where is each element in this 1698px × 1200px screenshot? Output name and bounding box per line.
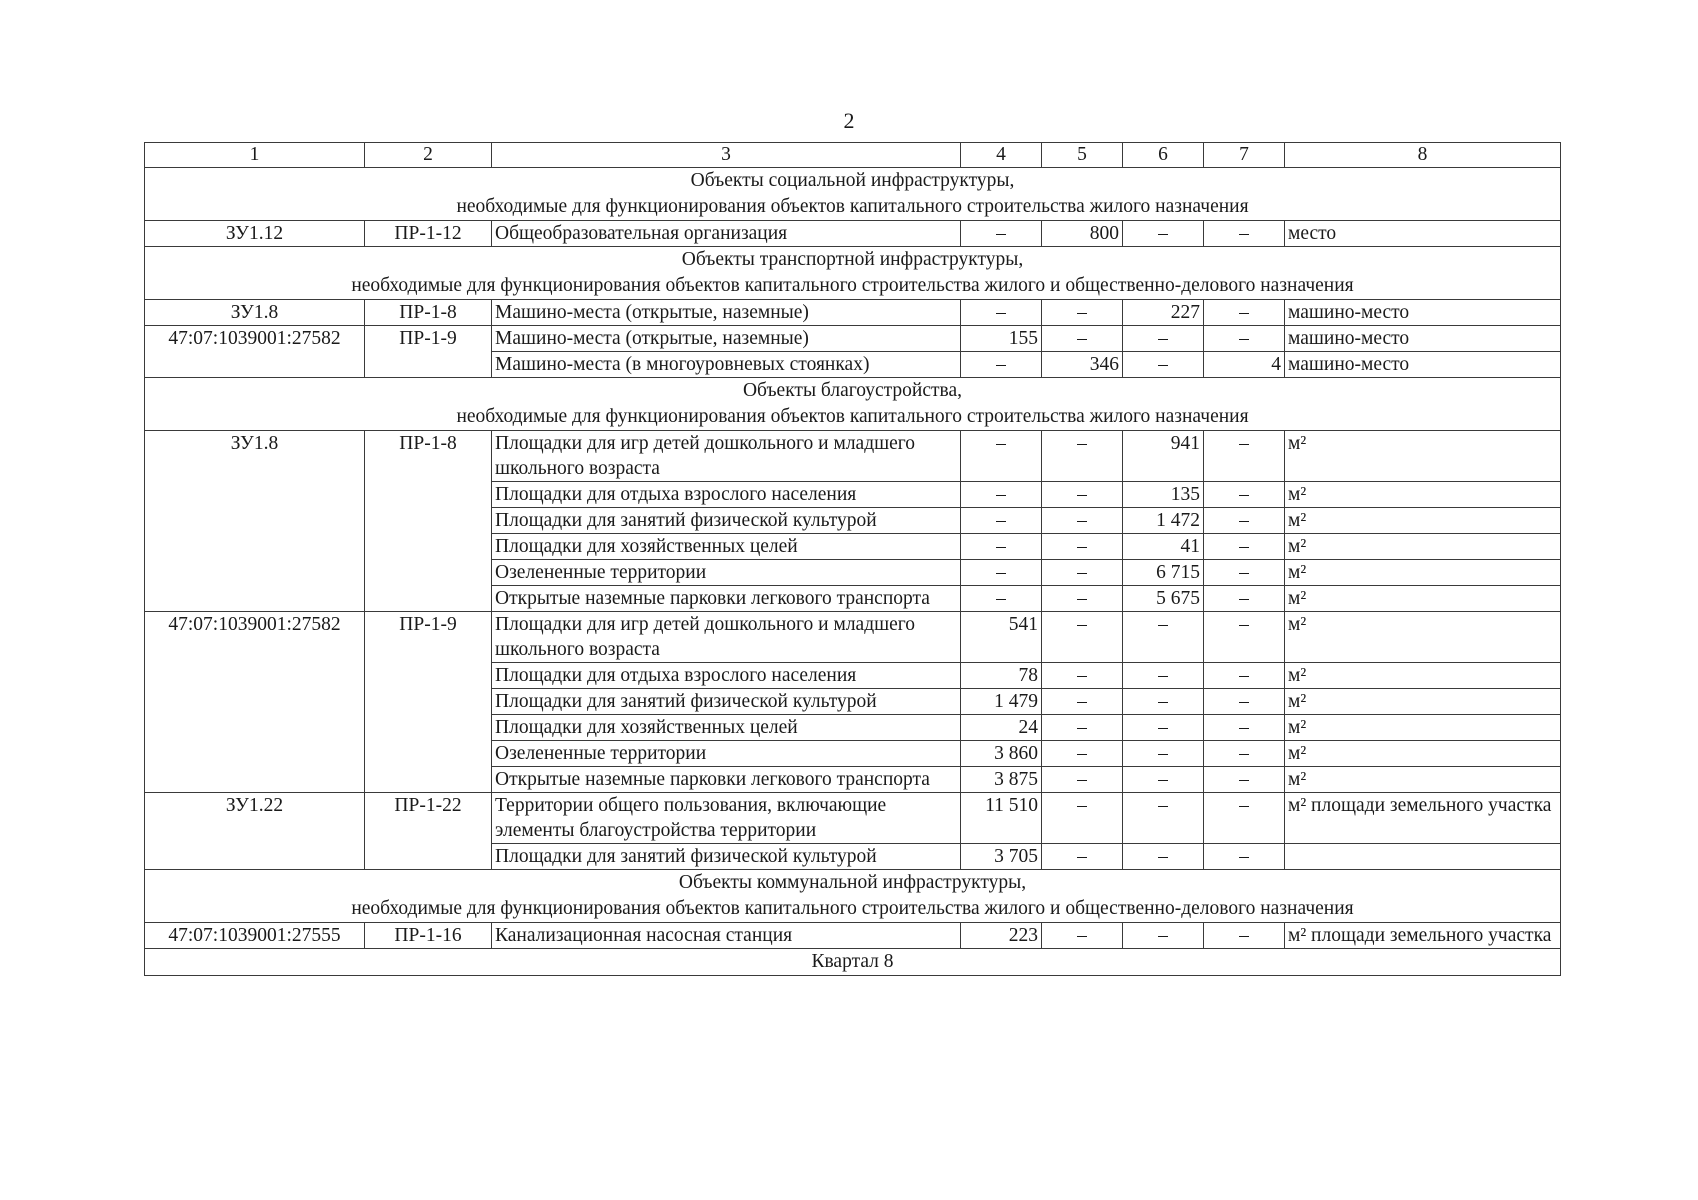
cell-col7: –	[1204, 534, 1285, 560]
cell-col4: –	[961, 508, 1042, 534]
cell-col7: –	[1204, 586, 1285, 612]
table-row	[145, 612, 1561, 663]
cell-unit: машино-место	[1285, 326, 1561, 352]
cell-col5: –	[1042, 663, 1123, 689]
table-row	[145, 221, 1561, 247]
section-heading-row	[145, 168, 1561, 221]
cell-object-name: Открытые наземные парковки легкового транспорта	[492, 586, 961, 612]
cell-col7: –	[1204, 431, 1285, 482]
cell-col7: –	[1204, 844, 1285, 870]
footer-row	[145, 949, 1561, 976]
cell-col6: –	[1123, 844, 1204, 870]
cell-col5: –	[1042, 586, 1123, 612]
cell-col6: –	[1123, 793, 1204, 844]
cell-col7: –	[1204, 300, 1285, 326]
cell-col5: –	[1042, 689, 1123, 715]
cell-unit: м²	[1285, 508, 1561, 534]
cell-object-code: ПР-1-22	[365, 793, 492, 870]
cell-col4: 24	[961, 715, 1042, 741]
cell-unit	[1285, 844, 1561, 870]
cell-col6: –	[1123, 923, 1204, 949]
section-heading-row	[145, 870, 1561, 923]
cell-col6: –	[1123, 689, 1204, 715]
column-header: 1	[145, 143, 365, 168]
cell-col5: –	[1042, 715, 1123, 741]
cell-plot-id: 47:07:1039001:27582	[145, 326, 365, 378]
column-header: 8	[1285, 143, 1561, 168]
cell-col7: –	[1204, 508, 1285, 534]
cell-object-name: Площадки для отдыха взрослого населения	[492, 663, 961, 689]
cell-col5: –	[1042, 844, 1123, 870]
cell-col5: –	[1042, 534, 1123, 560]
cell-col5: –	[1042, 612, 1123, 663]
cell-col6: –	[1123, 715, 1204, 741]
cell-col6: 41	[1123, 534, 1204, 560]
cell-col7: –	[1204, 793, 1285, 844]
table-row	[145, 923, 1561, 949]
cell-plot-id: ЗУ1.8	[145, 300, 365, 326]
cell-col7: –	[1204, 326, 1285, 352]
cell-col5: –	[1042, 560, 1123, 586]
cell-col6: –	[1123, 352, 1204, 378]
cell-col6: 135	[1123, 482, 1204, 508]
column-header: 3	[492, 143, 961, 168]
section-subtitle: необходимые для функционирования объектов капитального строительства жилого назначения	[456, 196, 1249, 217]
cell-object-code: ПР-1-16	[365, 923, 492, 949]
cell-unit: м² площади земельного участка	[1285, 793, 1561, 844]
section-title: Объекты социальной инфраструктуры,	[690, 170, 1015, 191]
cell-col4: 541	[961, 612, 1042, 663]
cell-col5: –	[1042, 326, 1123, 352]
cell-col4: 11 510	[961, 793, 1042, 844]
cell-col5: –	[1042, 741, 1123, 767]
cell-object-name: Канализационная насосная станция	[492, 923, 961, 949]
cell-object-name: Площадки для занятий физической культурой	[492, 689, 961, 715]
section-heading-row	[145, 378, 1561, 431]
cell-col5: 800	[1042, 221, 1123, 247]
cell-col7: 4	[1204, 352, 1285, 378]
cell-unit: м²	[1285, 741, 1561, 767]
cell-col6: –	[1123, 221, 1204, 247]
cell-plot-id: ЗУ1.22	[145, 793, 365, 870]
section-subtitle: необходимые для функционирования объектов капитального строительства жилого и общественно-делового назначения	[351, 275, 1354, 296]
cell-unit: м²	[1285, 431, 1561, 482]
cell-plot-id: ЗУ1.12	[145, 221, 365, 247]
cell-col6: 5 675	[1123, 586, 1204, 612]
column-header: 2	[365, 143, 492, 168]
cell-col4: –	[961, 431, 1042, 482]
cell-col6: –	[1123, 767, 1204, 793]
cell-col4: 3 860	[961, 741, 1042, 767]
cell-col5: –	[1042, 793, 1123, 844]
cell-plot-id: 47:07:1039001:27582	[145, 612, 365, 793]
cell-col5: –	[1042, 431, 1123, 482]
cell-object-name: Открытые наземные парковки легкового транспорта	[492, 767, 961, 793]
cell-col7: –	[1204, 482, 1285, 508]
cell-object-name: Площадки для игр детей дошкольного и младшего школьного возраста	[492, 612, 961, 663]
cell-object-name: Площадки для хозяйственных целей	[492, 715, 961, 741]
cell-unit: м²	[1285, 560, 1561, 586]
column-header: 7	[1204, 143, 1285, 168]
cell-col4: 1 479	[961, 689, 1042, 715]
table-row	[145, 326, 1561, 352]
cell-object-name: Площадки для хозяйственных целей	[492, 534, 961, 560]
cell-col4: 223	[961, 923, 1042, 949]
cell-col4: 3 705	[961, 844, 1042, 870]
cell-unit: место	[1285, 221, 1561, 247]
cell-unit: машино-место	[1285, 352, 1561, 378]
cell-object-name: Машино-места (в многоуровневых стоянках)	[492, 352, 961, 378]
cell-object-code: ПР-1-9	[365, 612, 492, 793]
cell-object-code: ПР-1-8	[365, 431, 492, 612]
cell-col6: 941	[1123, 431, 1204, 482]
planning-table	[144, 142, 1561, 976]
cell-col4: –	[961, 482, 1042, 508]
cell-unit: м²	[1285, 534, 1561, 560]
cell-col7: –	[1204, 767, 1285, 793]
cell-col6: –	[1123, 663, 1204, 689]
cell-unit: м²	[1285, 612, 1561, 663]
cell-unit: м² площади земельного участка	[1285, 923, 1561, 949]
cell-plot-id: ЗУ1.8	[145, 431, 365, 612]
cell-unit: м²	[1285, 482, 1561, 508]
cell-col5: –	[1042, 767, 1123, 793]
cell-object-name: Площадки для занятий физической культурой	[492, 844, 961, 870]
cell-col4: 155	[961, 326, 1042, 352]
cell-col5: 346	[1042, 352, 1123, 378]
cell-unit: м²	[1285, 767, 1561, 793]
cell-object-name: Машино-места (открытые, наземные)	[492, 300, 961, 326]
cell-plot-id: 47:07:1039001:27555	[145, 923, 365, 949]
cell-object-name: Общеобразовательная организация	[492, 221, 961, 247]
column-header: 4	[961, 143, 1042, 168]
page-number: 2	[843, 108, 855, 133]
section-title: Объекты благоустройства,	[742, 380, 963, 401]
cell-col7: –	[1204, 715, 1285, 741]
section-heading-social	[145, 168, 1561, 221]
cell-col7: –	[1204, 741, 1285, 767]
section-heading-row	[145, 247, 1561, 300]
cell-object-name: Площадки для занятий физической культурой	[492, 508, 961, 534]
column-header-row	[145, 143, 1561, 168]
cell-unit: м²	[1285, 715, 1561, 741]
cell-object-name: Площадки для отдыха взрослого населения	[492, 482, 961, 508]
cell-col4: –	[961, 300, 1042, 326]
cell-object-code: ПР-1-12	[365, 221, 492, 247]
column-header: 5	[1042, 143, 1123, 168]
cell-col4: –	[961, 352, 1042, 378]
cell-object-name: Площадки для игр детей дошкольного и младшего школьного возраста	[492, 431, 961, 482]
cell-object-name: Озелененные территории	[492, 741, 961, 767]
cell-col6: –	[1123, 741, 1204, 767]
section-subtitle: необходимые для функционирования объектов капитального строительства жилого назначения	[456, 406, 1249, 427]
column-header: 6	[1123, 143, 1204, 168]
cell-col4: –	[961, 560, 1042, 586]
cell-object-name: Машино-места (открытые, наземные)	[492, 326, 961, 352]
cell-col5: –	[1042, 300, 1123, 326]
cell-unit: м²	[1285, 663, 1561, 689]
quarter-label: Квартал 8	[145, 949, 1561, 976]
cell-col6: 1 472	[1123, 508, 1204, 534]
section-subtitle: необходимые для функционирования объектов капитального строительства жилого и общественно-делового назначения	[351, 898, 1354, 919]
cell-col6: 227	[1123, 300, 1204, 326]
cell-col5: –	[1042, 923, 1123, 949]
cell-col6: 6 715	[1123, 560, 1204, 586]
table-row	[145, 300, 1561, 326]
cell-col4: –	[961, 221, 1042, 247]
cell-object-code: ПР-1-8	[365, 300, 492, 326]
cell-col6: –	[1123, 326, 1204, 352]
cell-col7: –	[1204, 663, 1285, 689]
cell-unit: м²	[1285, 586, 1561, 612]
section-title: Объекты коммунальной инфраструктуры,	[678, 872, 1027, 893]
cell-col4: 78	[961, 663, 1042, 689]
cell-col7: –	[1204, 923, 1285, 949]
cell-object-name: Территории общего пользования, включающие элементы благоустройства территории	[492, 793, 961, 844]
cell-col7: –	[1204, 612, 1285, 663]
section-heading-utilities	[145, 870, 1561, 923]
section-heading-landscaping	[145, 378, 1561, 431]
section-heading-transport	[145, 247, 1561, 300]
cell-object-code: ПР-1-9	[365, 326, 492, 378]
table-row	[145, 431, 1561, 482]
cell-col7: –	[1204, 689, 1285, 715]
section-title: Объекты транспортной инфраструктуры,	[681, 249, 1024, 270]
cell-col5: –	[1042, 482, 1123, 508]
cell-unit: машино-место	[1285, 300, 1561, 326]
cell-col7: –	[1204, 560, 1285, 586]
cell-col5: –	[1042, 508, 1123, 534]
cell-object-name: Озелененные территории	[492, 560, 961, 586]
cell-unit: м²	[1285, 689, 1561, 715]
cell-col7: –	[1204, 221, 1285, 247]
table-row	[145, 793, 1561, 844]
cell-col4: 3 875	[961, 767, 1042, 793]
cell-col4: –	[961, 586, 1042, 612]
cell-col6: –	[1123, 612, 1204, 663]
cell-col4: –	[961, 534, 1042, 560]
